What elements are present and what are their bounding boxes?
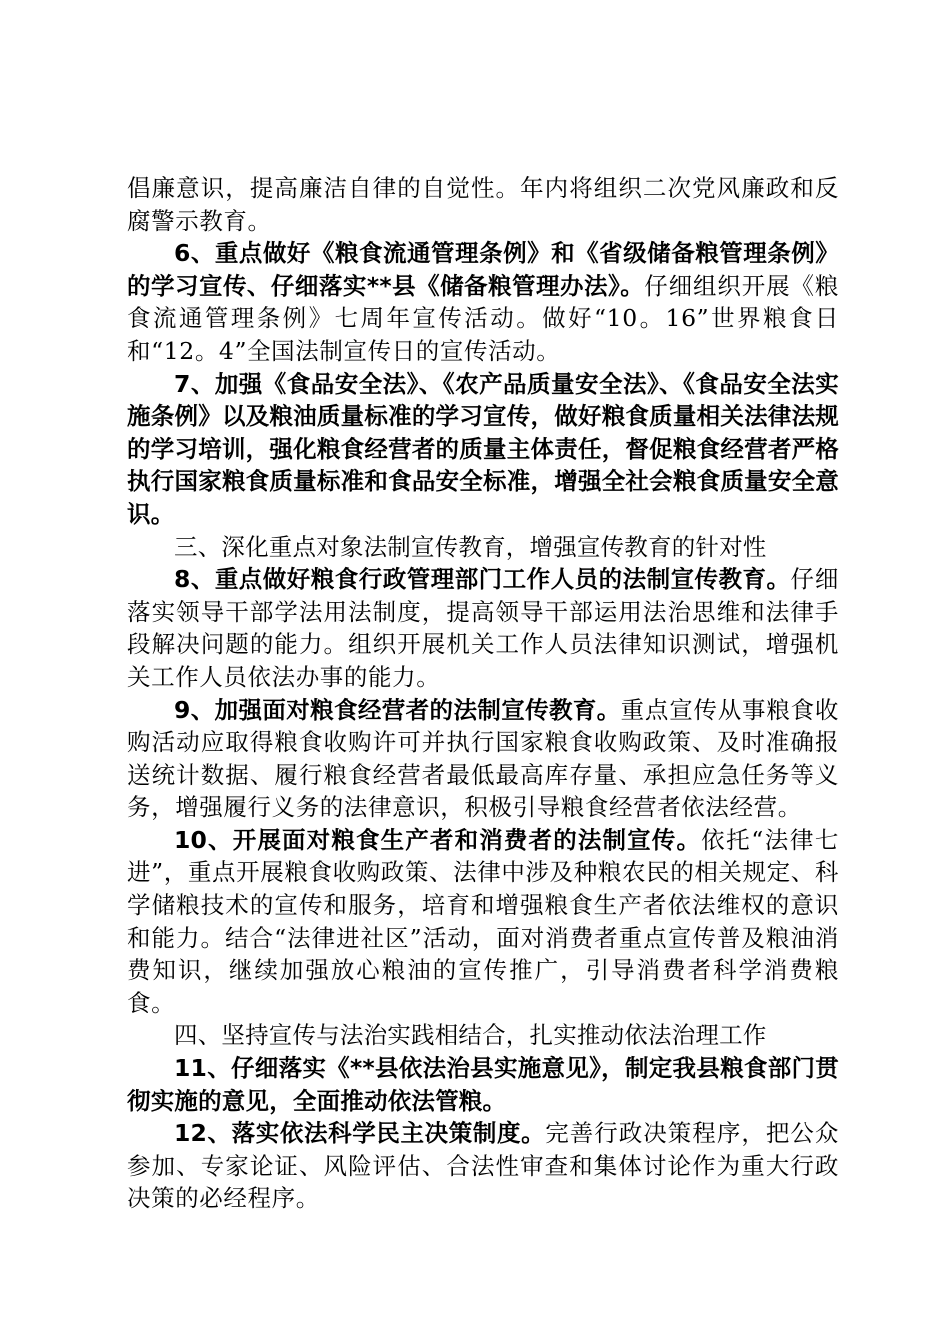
paragraph-item-6 — [127, 237, 839, 367]
paragraph-lead: 12、落实依法科学民主决策制度。 — [174, 1119, 546, 1148]
paragraph-item-9 — [127, 694, 839, 824]
paragraph-text: 依托“法律七进”，重点开展粮食收购政策、法律中涉及种粮农民的相关规定、科学储粮技术的宣传和服务，培育和增强粮食生产者依法维权的意识和能力。结合“法律进社区”活动，面对消费者重点宣传普及粮油消费知识，继续加强放心粮油的宣传推广，引导消费者科学消费粮食。 — [127, 825, 839, 1017]
paragraph-text: 重点宣传从事粮食收购活动应取得粮食收购许可并执行国家粮食收购政策、及时准确报送统计数据、履行粮食经营者最低最高库存量、承担应急任务等义务，增强履行义务的法律意识，积极引导粮食经营者依法经营。 — [127, 695, 840, 822]
paragraph-lead: 6、重点做好《粮食流通管理条例》和《省级储备粮管理条例》的学习宣传、仔细落实**县《储备粮管理办法》。 — [127, 239, 839, 300]
paragraph-lead: 10、开展面对粮食生产者和消费者的法制宣传。 — [174, 825, 702, 854]
paragraph-item-11 — [127, 1052, 839, 1117]
paragraph-text: 完善行政决策程序，把公众参加、专家论证、风险评估、合法性审查和集体讨论作为重大行政决策的必经程序。 — [127, 1119, 839, 1213]
section-heading-text: 四、坚持宣传与法治实践相结合，扎实推动依法治理工作 — [174, 1021, 767, 1050]
paragraph-lead: 8、重点做好粮食行政管理部门工作人员的法制宣传教育。 — [174, 565, 791, 594]
paragraph-item-8 — [127, 563, 839, 693]
paragraph-lead: 9、加强面对粮食经营者的法制宣传教育。 — [174, 695, 621, 724]
paragraph-item-12 — [127, 1117, 839, 1215]
section-heading-text: 三、深化重点对象法制宣传教育，增强宣传教育的针对性 — [174, 532, 767, 561]
section-heading-4 — [127, 1019, 839, 1052]
paragraph-item-10 — [127, 824, 839, 1020]
paragraph-continuation — [127, 172, 839, 237]
paragraph-lead: 11、仔细落实《**县依法治县实施意见》，制定我县粮食部门贯彻实施的意见，全面推动依法管粮。 — [127, 1054, 839, 1115]
paragraph-text: 倡廉意识，提高廉洁自律的自觉性。年内将组织二次党风廉政和反腐警示教育。 — [127, 174, 839, 235]
paragraph-lead: 7、加强《食品安全法》、《农产品质量安全法》、《食品安全法实施条例》以及粮油质量标准的学习宣传，做好粮食质量相关法律法规的学习培训，强化粮食经营者的质量主体责任，督促粮食经营者严格执行国家粮食质量标准和食品安全标准，增强全社会粮食质量安全意识。 — [127, 369, 839, 528]
paragraph-text: 仔细落实领导干部学法用法制度，提高领导干部运用法治思维和法律手段解决问题的能力。组织开展机关工作人员法律知识测试，增强机关工作人员依法办事的能力。 — [127, 565, 839, 691]
paragraph-item-7 — [127, 368, 839, 531]
document-page — [127, 172, 839, 1215]
section-heading-3 — [127, 531, 839, 564]
paragraph-text: 仔细组织开展《粮食流通管理条例》七周年宣传活动。做好“10。16”世界粮食日和“12。4”全国法制宣传日的宣传活动。 — [127, 271, 839, 365]
